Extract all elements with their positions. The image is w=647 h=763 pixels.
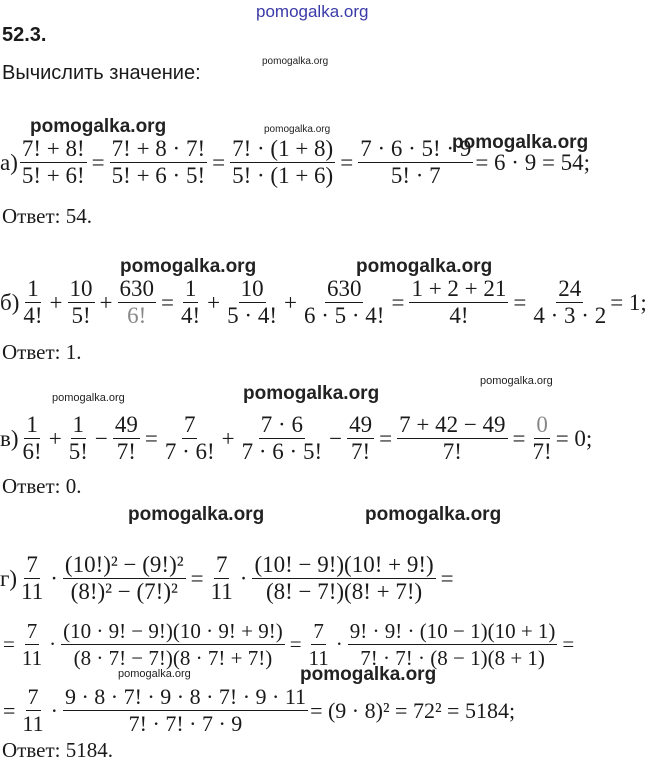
fraction: $\frac{7 \cdot 6 \cdot 5! \cdot 9}{5! \cdot 7}$ bbox=[360, 136, 472, 188]
fraction: $\frac{1}{6!}$ bbox=[22, 412, 42, 464]
fraction: $\frac{7}{11}$ bbox=[308, 619, 329, 670]
fraction: $\frac{7}{11}$ bbox=[21, 619, 43, 670]
fraction: $\frac{7 + 42 - 49}{7!}$ bbox=[399, 412, 506, 464]
part-label: в) bbox=[0, 425, 19, 451]
part-a-expression: а) $\frac{7! + 8!}{5! + 6!}$ = $\frac{7! + 8 \cdot 7!}{5! + 6 \cdot 5!}$ = $\frac{7! \cdot (1 + 8)}{5! \cdot (1 + 6)}$ = $\frac{7 \cdot 6 \cdot 5! \cdot 9}{5! \cdot 7}$ = 6 · 9 = 54; bbox=[0, 136, 591, 188]
result: = 0; bbox=[555, 425, 593, 451]
part-v-expression: в) $\frac{1}{6!}$ + $\frac{1}{5!}$ − $\frac{49}{7!}$ = $\frac{7}{7 \cdot 6!}$ + $\frac{7 \cdot 6}{7 \cdot 6 \cdot 5!}$ − $\frac{49}{7!}$ = $\frac{7 + 42 - 49}{7!}$ = $\frac{0}{7!}$ = 0; bbox=[0, 412, 593, 464]
fraction: $\frac{9! \cdot 9! \cdot (10 - 1)(10 + 1)}{7! \cdot 7! \cdot (8 - 1)(8 + 1)}$ bbox=[349, 619, 556, 670]
fraction: $\frac{7}{11}$ bbox=[22, 684, 44, 736]
fraction: $\frac{10}{5 \cdot 4!}$ bbox=[227, 276, 277, 328]
fraction: $\frac{1}{5!}$ bbox=[68, 412, 88, 464]
part-label: б) bbox=[0, 289, 20, 315]
watermark: pomogalka.org bbox=[262, 56, 329, 67]
fraction: $\frac{(10! - 9!)(10! + 9!)}{(8! - 7!)(8! + 7!)}$ bbox=[254, 552, 434, 604]
answer-v: Ответ: 0. bbox=[2, 474, 82, 498]
watermark: pomogalka.org bbox=[243, 383, 380, 404]
watermark: pomogalka.org bbox=[120, 256, 257, 277]
fraction: $\frac{7}{11}$ bbox=[21, 552, 44, 604]
fraction: $\frac{630}{6 \cdot 5 \cdot 4!}$ bbox=[303, 276, 385, 328]
fraction: $\frac{7! \cdot (1 + 8)}{5! \cdot (1 + 6)}$ bbox=[232, 136, 334, 188]
watermark: pomogalka.org bbox=[52, 392, 125, 404]
part-b-expression: б) $\frac{1}{4!}$ + $\frac{10}{5!}$ + $\frac{630}{6!}$ = $\frac{1}{4!}$ + $\frac{10}{5 \cdot 4!}$ + $\frac{630}{6 \cdot 5 \cdot 4!}$ = $\frac{1 + 2 + 21}{4!}$ = $\frac{24}{4 \cdot 3 \cdot 2}$ = 1; bbox=[0, 276, 647, 328]
fraction: $\frac{7 \cdot 6}{7 \cdot 6 \cdot 5!}$ bbox=[241, 412, 323, 464]
fraction: $\frac{0}{7!}$ bbox=[532, 412, 552, 464]
part-label: г) bbox=[0, 565, 18, 591]
fraction: $\frac{7! + 8!}{5! + 6!}$ bbox=[21, 136, 85, 188]
watermark: pomogalka.org bbox=[128, 504, 265, 525]
watermark: pomogalka.org bbox=[300, 664, 437, 685]
fraction: $\frac{10}{5!}$ bbox=[69, 276, 93, 328]
fraction: $\frac{1}{4!}$ bbox=[23, 276, 43, 328]
result: = 6 · 9 = 54; bbox=[475, 149, 591, 175]
fraction: $\frac{9 \cdot 8 \cdot 7! \cdot 9 \cdot 8 \cdot 7! \cdot 9 \cdot 11}{7! \cdot 7! \cdot 7 \cdot 9}$ bbox=[64, 684, 307, 736]
fraction: $\frac{\text{(10!)² − (9!)²}}{\text{(8!)² − (7!)²}}$ bbox=[64, 552, 184, 604]
fraction: $\frac{7}{7 \cdot 6!}$ bbox=[164, 412, 215, 464]
watermark: pomogalka.org bbox=[480, 375, 553, 387]
watermark: pomogalka.org bbox=[452, 132, 589, 153]
watermark: pomogalka.org bbox=[365, 504, 502, 525]
watermark: pomogalka.org bbox=[118, 668, 191, 680]
fraction: $\frac{(10 \cdot 9! - 9!)(10 \cdot 9! + 9!)}{(8 \cdot 7! - 7!)(8 \cdot 7! + 7!)}$ bbox=[63, 619, 283, 670]
problem-number: 52.3. bbox=[2, 24, 47, 46]
answer-a: Ответ: 54. bbox=[2, 204, 92, 228]
watermark: pomogalka.org bbox=[356, 256, 493, 277]
fraction: $\frac{1 + 2 + 21}{4!}$ bbox=[411, 276, 507, 328]
fraction: $\frac{1}{4!}$ bbox=[181, 276, 201, 328]
part-g-expression-1: г) $\frac{7}{11}$ · $\frac{\text{(10!)² − (9!)²}}{\text{(8!)² − (7!)²}}$ = $\frac{7}{11}$ · $\frac{(10! - 9!)(10! + 9!)}{(8! - 7!)(8! + 7!)}$ = bbox=[0, 552, 454, 604]
watermark: pomogalka.org bbox=[30, 116, 167, 137]
site-watermark-top: pomogalka.org bbox=[256, 2, 369, 21]
fraction: $\frac{49}{7!}$ bbox=[349, 412, 373, 464]
watermark: pomogalka.org bbox=[264, 124, 331, 135]
part-g-expression-2: = $\frac{7}{11}$ · $\frac{(10 \cdot 9! - 9!)(10 \cdot 9! + 9!)}{(8 \cdot 7! - 7!)(8 \cdot 7! + 7!)}$ = $\frac{7}{11}$ · $\frac{9! \cdot 9! \cdot (10 - 1)(10 + 1)}{7! \cdot 7! \cdot (8 - 1)(8 + 1)}$ = bbox=[3, 619, 575, 670]
fraction: $\frac{24}{4 \cdot 3 \cdot 2}$ bbox=[533, 276, 607, 328]
part-g-expression-3: = $\frac{7}{11}$ · $\frac{9 \cdot 8 \cdot 7! \cdot 9 \cdot 8 \cdot 7! \cdot 9 \cdot 11}{7! \cdot 7! \cdot 7 \cdot 9}$ = (9 · 8)² = 72² = 5184; bbox=[3, 684, 516, 736]
part-label: а) bbox=[0, 149, 18, 175]
fraction: $\frac{630}{6!}$ bbox=[119, 276, 155, 328]
fraction: $\frac{7}{11}$ bbox=[210, 552, 233, 604]
task-statement: Вычислить значение: bbox=[2, 62, 201, 84]
fraction: $\frac{49}{7!}$ bbox=[114, 412, 138, 464]
result: = (9 · 8)² = 72² = 5184; bbox=[310, 697, 516, 723]
result: = 1; bbox=[610, 289, 647, 315]
fraction: $\frac{7! + 8 \cdot 7!}{5! + 6 \cdot 5!}$ bbox=[111, 136, 206, 188]
answer-b: Ответ: 1. bbox=[2, 340, 82, 364]
answer-g: Ответ: 5184. bbox=[2, 738, 113, 762]
